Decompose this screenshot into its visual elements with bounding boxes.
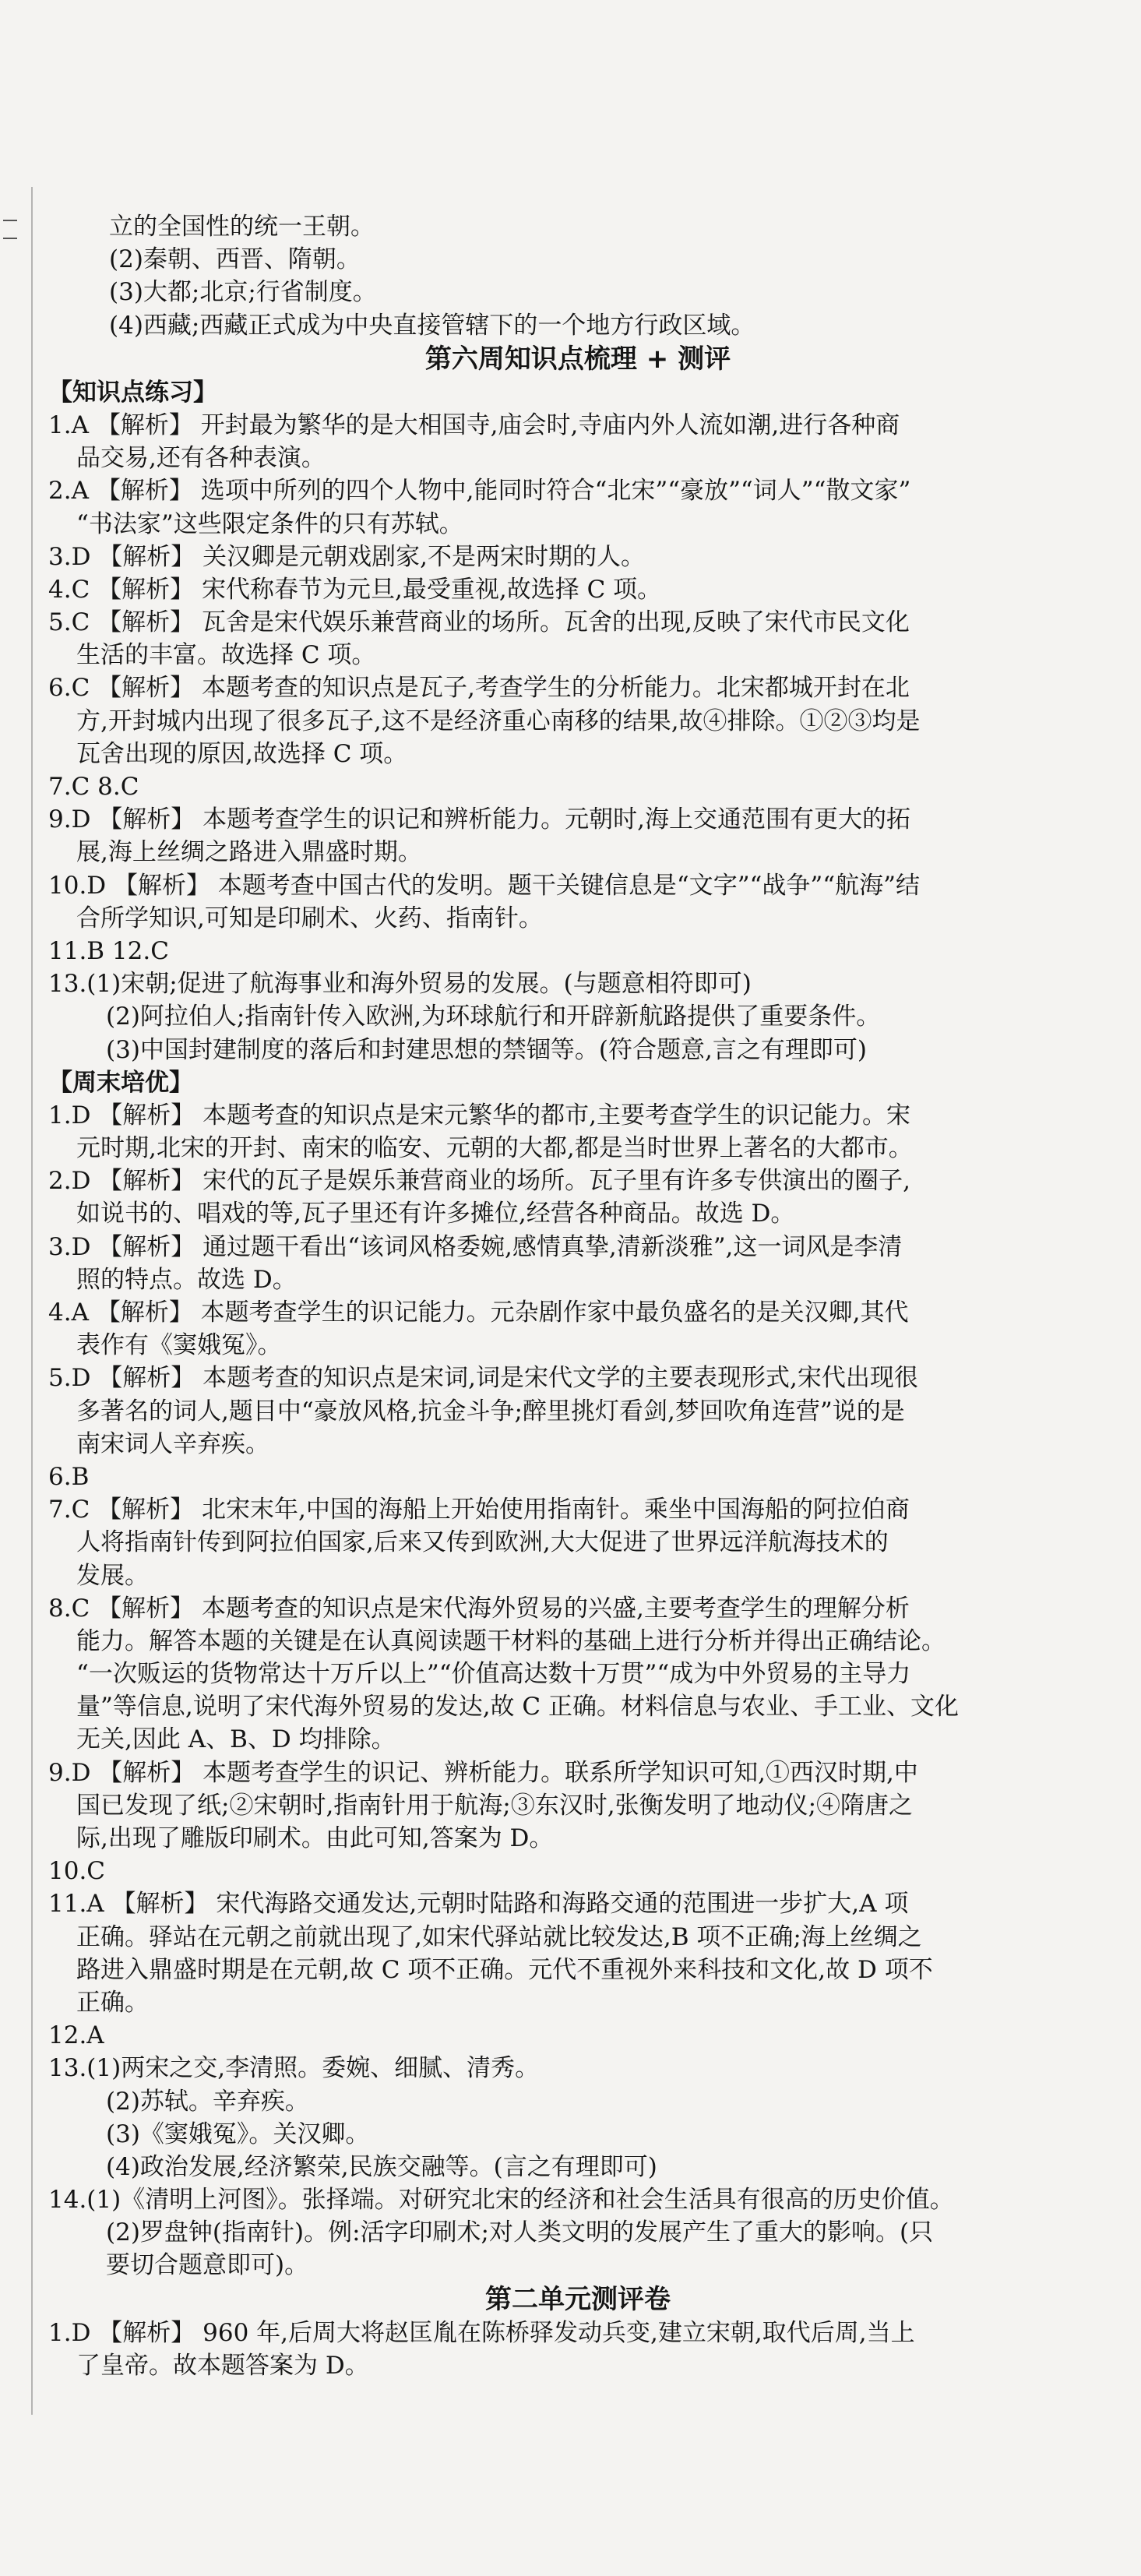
text-line: 10.C (48, 1857, 106, 1886)
text-line: 1.D 【解析】 960 年,后周大将赵匡胤在陈桥驿发动兵变,建立宋朝,取代后周,当上 (48, 2318, 915, 2347)
text-line: 量”等信息,说明了宋代海外贸易的发达,故 C 正确。材料信息与农业、手工业、文化 (76, 1693, 959, 1721)
answer-content (48, 210, 1108, 2382)
subsection-label: 【知识点练习】 (48, 378, 217, 407)
text-line: 11.A 【解析】 宋代海路交通发达,元朝时陆路和海路交通的范围进一步扩大,A 项 (48, 1890, 909, 1919)
text-line: 5.C 【解析】 瓦舍是宋代娱乐兼营商业的场所。瓦舍的出现,反映了宋代市民文化 (48, 608, 910, 637)
text-line: “一次贩运的货物常达十万斤以上”“价值高达数十万贯”“成为中外贸易的主导力 (76, 1660, 911, 1689)
text-line: 方,开封城内出现了很多瓦子,这不是经济重心南移的结果,故④排除。①②③均是 (76, 707, 921, 735)
text-line: 6.B (48, 1462, 90, 1491)
text-line: 生活的丰富。故选择 C 项。 (76, 641, 376, 670)
text-line: 发展。 (76, 1561, 149, 1590)
text-line: 多著名的词人,题目中“豪放风格,抗金斗争;醉里挑灯看剑,梦回吹角连营”说的是 (76, 1397, 905, 1425)
text-line: 5.D 【解析】 本题考查的知识点是宋词,词是宋代文学的主要表现形式,宋代出现很 (48, 1364, 918, 1393)
text-line: “书法家”这些限定条件的只有苏轼。 (76, 509, 463, 538)
text-line: 9.D 【解析】 本题考查学生的识记和辨析能力。元朝时,海上交通范围有更大的拓 (48, 805, 910, 834)
text-line: 12.A (48, 2021, 104, 2050)
text-line: 13.(1)宋朝;促进了航海事业和海外贸易的发展。(与题意相符即可) (48, 970, 752, 999)
text-line: (3)大都;北京;行省制度。 (109, 278, 377, 307)
text-line: 2.D 【解析】 宋代的瓦子是娱乐兼营商业的场所。瓦子里有许多专供演出的圈子, (48, 1167, 910, 1196)
text-line: (4)西藏;西藏正式成为中央直接管辖下的一个地方行政区域。 (109, 311, 755, 340)
text-line: 7.C 8.C (48, 773, 139, 801)
text-line: 正确。驿站在元朝之前就出现了,如宋代驿站就比较发达,B 项不正确;海上丝绸之 (76, 1922, 922, 1951)
text-line: 人将指南针传到阿拉伯国家,后来又传到欧洲,大大促进了世界远洋航海技术的 (76, 1528, 889, 1557)
text-line: 立的全国性的统一王朝。 (109, 213, 375, 241)
section-heading: 第二单元测评卷 (485, 2283, 671, 2315)
text-line: 14.(1)《清明上河图》。张择端。对研究北宋的经济和社会生活具有很高的历史价值。 (48, 2186, 954, 2215)
text-line: 9.D 【解析】 本题考查学生的识记、辨析能力。联系所学知识可知,①西汉时期,中 (48, 1758, 918, 1787)
subsection-label: 【周末培优】 (48, 1068, 193, 1097)
text-line: 2.A 【解析】 选项中所列的四个人物中,能同时符合“北宋”“豪放”“词人”“散文家” (48, 477, 911, 506)
text-line: 元时期,北宋的开封、南宋的临安、元朝的大都,都是当时世界上著名的大都市。 (76, 1134, 913, 1163)
binding-margin-line (31, 187, 33, 2415)
text-line: 国已发现了纸;②宋朝时,指南针用于航海;③东汉时,张衡发明了地动仪;④隋唐之 (76, 1791, 914, 1820)
text-line: (2)罗盘钟(指南针)。例:活字印刷术;对人类文明的发展产生了重大的影响。(只 (106, 2218, 934, 2247)
text-line: 合所学知识,可知是印刷术、火药、指南针。 (76, 904, 543, 932)
text-line: 了皇帝。故本题答案为 D。 (76, 2351, 369, 2380)
text-line: 3.D 【解析】 通过题干看出“该词风格委婉,感情真挚,清新淡雅”,这一词风是李清 (48, 1232, 903, 1261)
text-line: 4.A 【解析】 本题考查学生的识记能力。元杂剧作家中最负盛名的是关汉卿,其代 (48, 1299, 909, 1327)
text-line: 8.C 【解析】 本题考查的知识点是宋代海外贸易的兴盛,主要考查学生的理解分析 (48, 1594, 910, 1623)
text-line: (4)政治发展,经济繁荣,民族交融等。(言之有理即可) (106, 2152, 657, 2181)
text-line: 11.B 12.C (48, 936, 169, 965)
margin-tick (3, 238, 17, 239)
text-line: 路进入鼎盛时期是在元朝,故 C 项不正确。元代不重视外来科技和文化,故 D 项不 (76, 1955, 933, 1984)
text-line: 无关,因此 A、B、D 均排除。 (76, 1725, 396, 1754)
text-line: 照的特点。故选 D。 (76, 1265, 297, 1294)
text-line: (2)秦朝、西晋、隋朝。 (109, 245, 361, 274)
text-line: 7.C 【解析】 北宋末年,中国的海船上开始使用指南针。乘坐中国海船的阿拉伯商 (48, 1496, 910, 1524)
text-line: 10.D 【解析】 本题考查中国古代的发明。题干关键信息是“文字”“战争”“航海”结 (48, 871, 920, 900)
text-line: 6.C 【解析】 本题考查的知识点是瓦子,考查学生的分析能力。北宋都城开封在北 (48, 674, 910, 703)
text-line: 1.D 【解析】 本题考查的知识点是宋元繁华的都市,主要考查学生的识记能力。宋 (48, 1101, 910, 1129)
text-line: 要切合题意即可)。 (106, 2251, 309, 2280)
text-line: 13.(1)两宋之交,李清照。委婉、细腻、清秀。 (48, 2054, 540, 2083)
text-line: 展,海上丝绸之路进入鼎盛时期。 (76, 838, 422, 867)
text-line: 1.A 【解析】 开封最为繁华的是大相国寺,庙会时,寺庙内外人流如潮,进行各种商 (48, 411, 900, 439)
margin-tick (3, 220, 17, 221)
text-line: 表作有《窦娥冤》。 (76, 1331, 282, 1360)
text-line: 品交易,还有各种表演。 (76, 444, 326, 473)
text-line: (2)苏轼。辛弃疾。 (106, 2087, 309, 2116)
text-line: 南宋词人辛弃疾。 (76, 1429, 269, 1458)
text-line: 能力。解答本题的关键是在认真阅读题干材料的基础上进行分析并得出正确结论。 (76, 1626, 946, 1655)
section-heading: 第六周知识点梳理 + 测评 (424, 343, 731, 375)
text-line: (3)《窦娥冤》。关汉卿。 (106, 2120, 370, 2148)
text-line: 正确。 (76, 1988, 149, 2017)
text-line: 3.D 【解析】 关汉卿是元朝戏剧家,不是两宋时期的人。 (48, 542, 645, 571)
text-line: 如说书的、唱戏的等,瓦子里还有许多摊位,经营各种商品。故选 D。 (76, 1200, 795, 1228)
text-line: (3)中国封建制度的落后和封建思想的禁锢等。(符合题意,言之有理即可) (106, 1035, 867, 1064)
text-line: 瓦舍出现的原因,故选择 C 项。 (76, 739, 408, 768)
text-line: (2)阿拉伯人;指南针传入欧洲,为环球航行和开辟新航路提供了重要条件。 (106, 1003, 881, 1031)
text-line: 4.C 【解析】 宋代称春节为元旦,最受重视,故选择 C 项。 (48, 575, 662, 604)
text-line: 际,出现了雕版印刷术。由此可知,答案为 D。 (76, 1824, 554, 1852)
